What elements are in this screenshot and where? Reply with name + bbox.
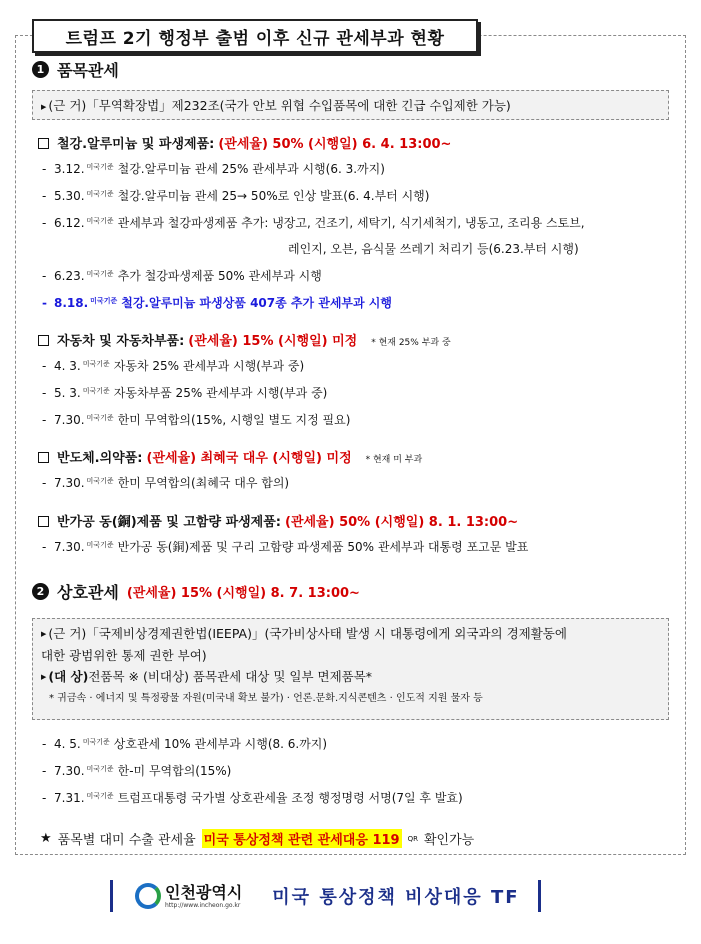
group-auto-heading: [38, 330, 451, 349]
list-item: - 7.30. 미국기준 한미 무역합의(최혜국 대우 합의): [42, 476, 290, 490]
section1-heading: [32, 58, 119, 81]
list-item: - 6.23. 미국기준 추가 철강파생제품 50% 관세부과 시행: [42, 269, 322, 283]
footnote-line: [40, 829, 474, 848]
group-name: 반가공 동(銅)제품 및 고함량 파생제품:: [57, 515, 281, 530]
incheon-logo-icon: [135, 883, 161, 909]
section2-target-line: ▶ (대 상)전품목 ※ (비대상) 품목관세 대상 및 일부 면제품목*: [41, 669, 373, 684]
section1-label: 품목관세: [57, 61, 119, 80]
section1-basis-box: [32, 90, 669, 120]
section2-number: 2: [32, 583, 49, 600]
list-item: - 7.31. 미국기준 트럼프대통령 국가별 상호관세율 조정 행정명령 서명(7일 후 발효): [42, 791, 463, 805]
group-note: * 현재 미 부과: [365, 455, 423, 465]
checkbox-square-icon: [38, 452, 49, 463]
group-name: 반도체.의약품:: [57, 451, 143, 466]
footer-divider: [538, 880, 541, 912]
section2-basis-line2: 대한 광범위한 통제 권한 부여): [41, 648, 207, 663]
triangle-bullet-icon: ▶: [41, 630, 47, 638]
triangle-bullet-icon: ▶: [41, 673, 47, 681]
group-steel-heading: [38, 133, 451, 152]
section2-rate: (관세율) 15% (시행일) 8. 7. 13:00~: [126, 586, 360, 601]
footer-divider: [110, 880, 113, 912]
content-frame: [15, 35, 686, 855]
logo-url: http://www.incheon.go.kr: [165, 901, 241, 909]
section1-basis-text: 「무역확장법」제232조(국가 안보 위협 수입품목에 대한 긴급 수입제한 가능): [86, 98, 511, 113]
list-item: - 7.30. 미국기준 한-미 무역합의(15%): [42, 764, 232, 778]
tariff-119-link[interactable]: 미국 통상정책 관련 관세대응 119: [202, 829, 402, 848]
checkbox-square-icon: [38, 516, 49, 527]
list-item: - 4. 3. 미국기준 자동차 25% 관세부과 시행(부과 중): [42, 359, 305, 373]
list-item: - 6.12. 미국기준 관세부과 철강파생제품 추가: 냉장고, 건조기, 세탁기, 식기세척기, 냉동고, 조리용 스토브,: [42, 216, 585, 230]
list-item-highlighted: - 8.18. 미국기준 철강.알루미늄 파생상품 407종 추가 관세부과 시행: [42, 296, 392, 310]
group-semis-heading: [38, 447, 422, 466]
qr-code-icon: QR: [407, 834, 418, 843]
footnote-post: 확인가능: [423, 833, 475, 848]
section2-basis-box: [32, 618, 669, 720]
section1-basis-key: (근 거): [48, 98, 87, 113]
group-rate: (관세율) 최혜국 대우 (시행일) 미정: [146, 451, 352, 466]
group-name: 철강.알루미늄 및 파생제품:: [57, 137, 215, 152]
section2-label: 상호관세: [57, 583, 119, 602]
checkbox-square-icon: [38, 138, 49, 149]
footer: [110, 876, 590, 916]
list-item: - 5. 3. 미국기준 자동차부품 25% 관세부과 시행(부과 중): [42, 386, 328, 400]
group-rate: (관세율) 15% (시행일) 미정: [188, 334, 358, 349]
group-note: * 현재 25% 부과 중: [371, 338, 451, 348]
list-item: - 7.30. 미국기준 한미 무역합의(15%, 시행일 별도 지정 필요): [42, 413, 351, 427]
section2-basis-line: ▶ (근 거)「국제비상경제권한법(IEEPA)」(국가비상사태 발생 시 대통령에게 외국과의 경제활동에: [41, 626, 567, 641]
group-rate: (관세율) 50% (시행일) 8. 1. 13:00~: [285, 515, 519, 530]
list-item-continuation: 레인지, 오븐, 음식물 쓰레기 처리기 등(6.23.부터 시행): [288, 242, 579, 256]
section2-heading: [32, 580, 360, 603]
list-item: - 5.30. 미국기준 철강.알루미늄 관세 25→ 50%로 인상 발표(6. 4.부터 시행): [42, 189, 430, 203]
footnote-pre: 품목별 대미 수출 관세율: [57, 833, 196, 848]
incheon-logo: [135, 883, 242, 909]
list-item: - 7.30. 미국기준 반가공 동(銅)제품 및 구리 고함량 파생제품 50% 관세부과 대통령 포고문 발표: [42, 540, 529, 554]
section2-target-note: * 귀금속 · 에너지 및 특정광물 자원(미국내 확보 불가) · 언론.문화.지식콘텐츠 · 인도적 지원 물자 등: [49, 693, 483, 704]
triangle-bullet-icon: ▶: [41, 102, 47, 111]
group-name: 자동차 및 자동차부품:: [57, 334, 185, 349]
footer-title: 미국 통상정책 비상대응 TF: [272, 887, 520, 908]
group-copper-heading: [38, 511, 518, 530]
checkbox-square-icon: [38, 335, 49, 346]
list-item: - 3.12. 미국기준 철강.알루미늄 관세 25% 관세부과 시행(6. 3.까지): [42, 162, 385, 176]
star-icon: ★: [40, 831, 52, 846]
section1-number: 1: [32, 61, 49, 78]
logo-name: 인천광역시: [165, 882, 243, 902]
list-item: - 4. 5. 미국기준 상호관세 10% 관세부과 시행(8. 6.까지): [42, 737, 328, 751]
page-title: 트럼프 2기 행정부 출범 이후 신규 관세부과 현황: [32, 19, 478, 53]
group-rate: (관세율) 50% (시행일) 6. 4. 13:00~: [218, 137, 452, 152]
